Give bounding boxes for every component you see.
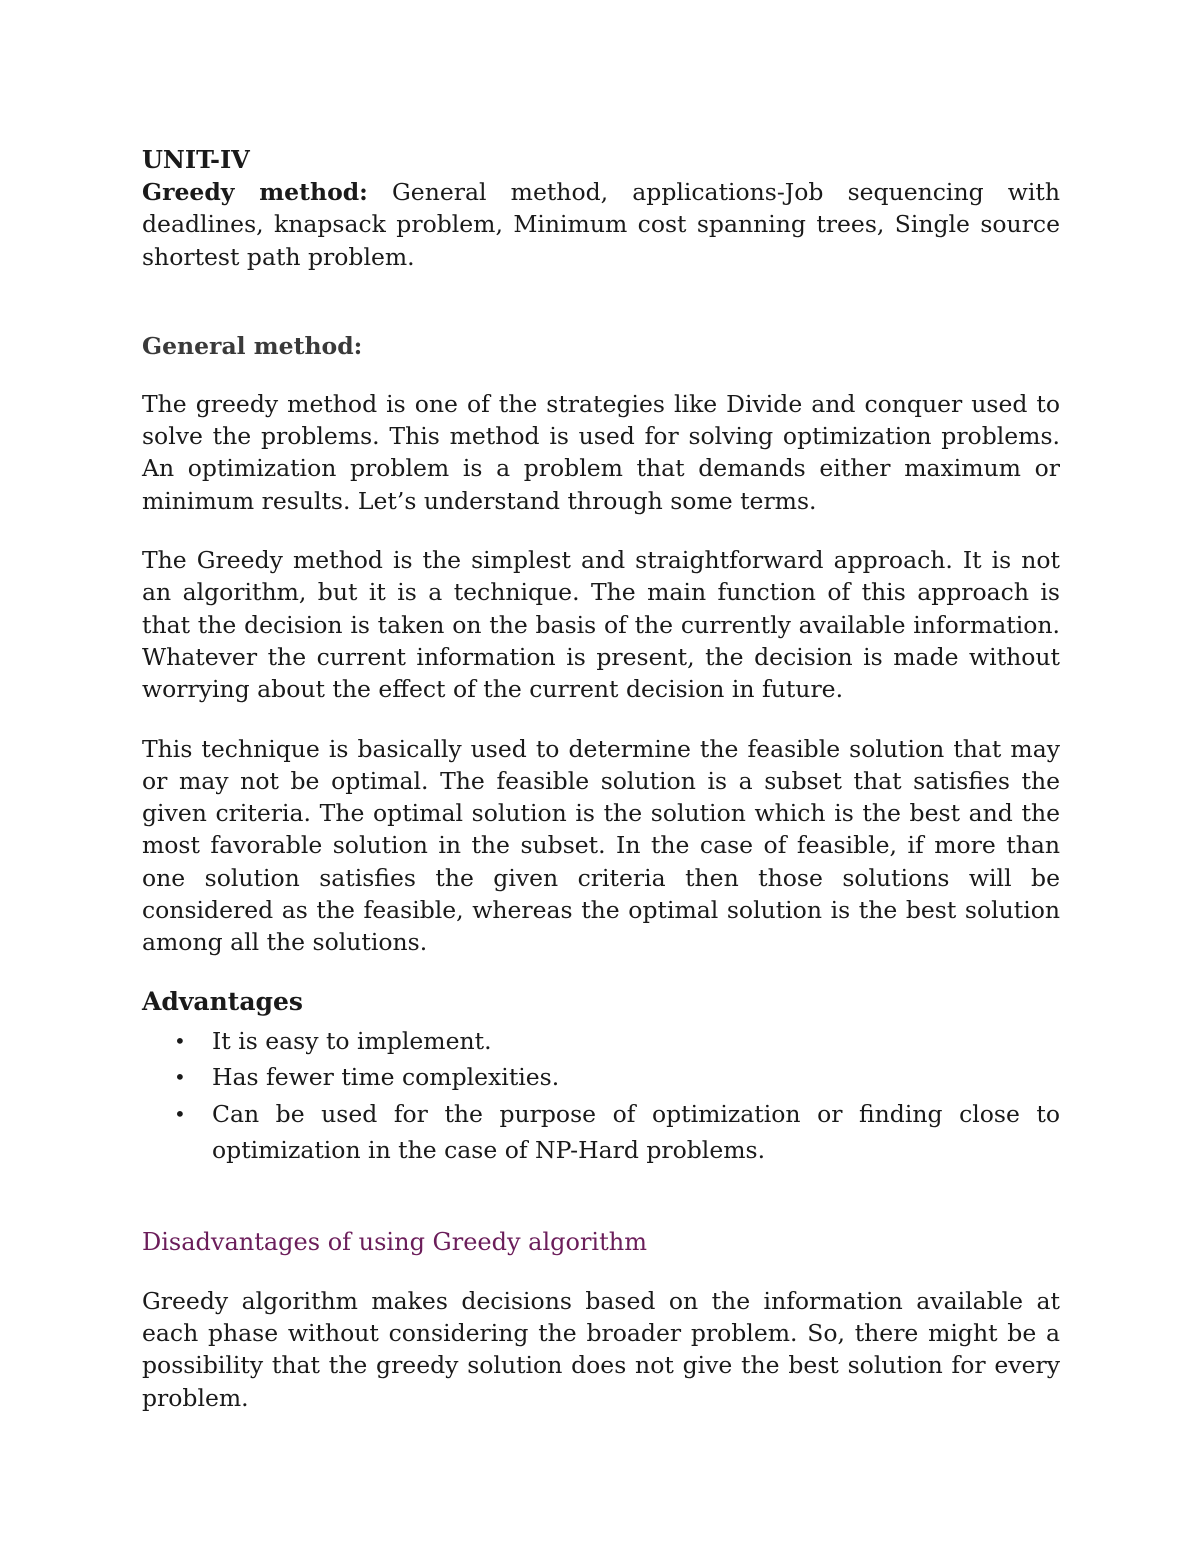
advantage-text: Can be used for the purpose of optimization or finding close to optimization in the case of NP-Hard problems. <box>212 1099 1060 1165</box>
advantage-text: Has fewer time complexities. <box>212 1063 560 1092</box>
unit-heading: UNIT-IV <box>142 145 250 174</box>
bullet-icon: • <box>174 1065 186 1090</box>
advantage-text: It is easy to implement. <box>212 1026 492 1055</box>
bullet-icon: • <box>174 1028 186 1053</box>
disadvantages-heading: Disadvantages of using Greedy algorithm <box>142 1227 647 1256</box>
intro-paragraph <box>142 176 1060 273</box>
general-method-paragraph-2: The Greedy method is the simplest and straightforward approach. It is not an algorithm, but it is a technique. The main function of this approach is that the decision is taken on the basis of the currently available information. Whatever the current information is present, the decision is made without worrying about the effect of the current decision in future. <box>142 546 1060 704</box>
document-content <box>142 144 1060 1414</box>
general-method-paragraph-3: This technique is basically used to determine the feasible solution that may or may not be optimal. The feasible solution is a subset that satisfies the given criteria. The optimal solution is the solution which is the best and the most favorable solution in the subset. In the case of feasible, if more than one solution satisfies the given criteria then those solutions will be considered as the feasible, whereas the optimal solution is the best solution among all the solutions. <box>142 734 1060 957</box>
intro-label: Greedy method: <box>142 178 368 206</box>
advantage-item <box>142 1023 1060 1060</box>
general-method-paragraph-1: The greedy method is one of the strategies like Divide and conquer used to solve the problems. This method is used for solving optimization problems. An optimization problem is a problem that demands either maximum or minimum results. Let’s understand through some terms. <box>142 389 1060 515</box>
advantages-list <box>142 1023 1060 1169</box>
advantage-item <box>142 1096 1060 1169</box>
intro-text: General method, applications-Job sequencing with deadlines, knapsack problem, Minimum cost spanning trees, Single source shortest path problem. <box>142 178 1060 271</box>
disadvantages-paragraph: Greedy algorithm makes decisions based on the information available at each phase without considering the broader problem. So, there might be a possibility that the greedy solution does not give the best solution for every problem. <box>142 1286 1060 1412</box>
advantages-heading: Advantages <box>142 986 303 1016</box>
bullet-icon: • <box>174 1101 186 1126</box>
advantage-item <box>142 1059 1060 1096</box>
general-method-heading: General method: <box>142 331 363 360</box>
